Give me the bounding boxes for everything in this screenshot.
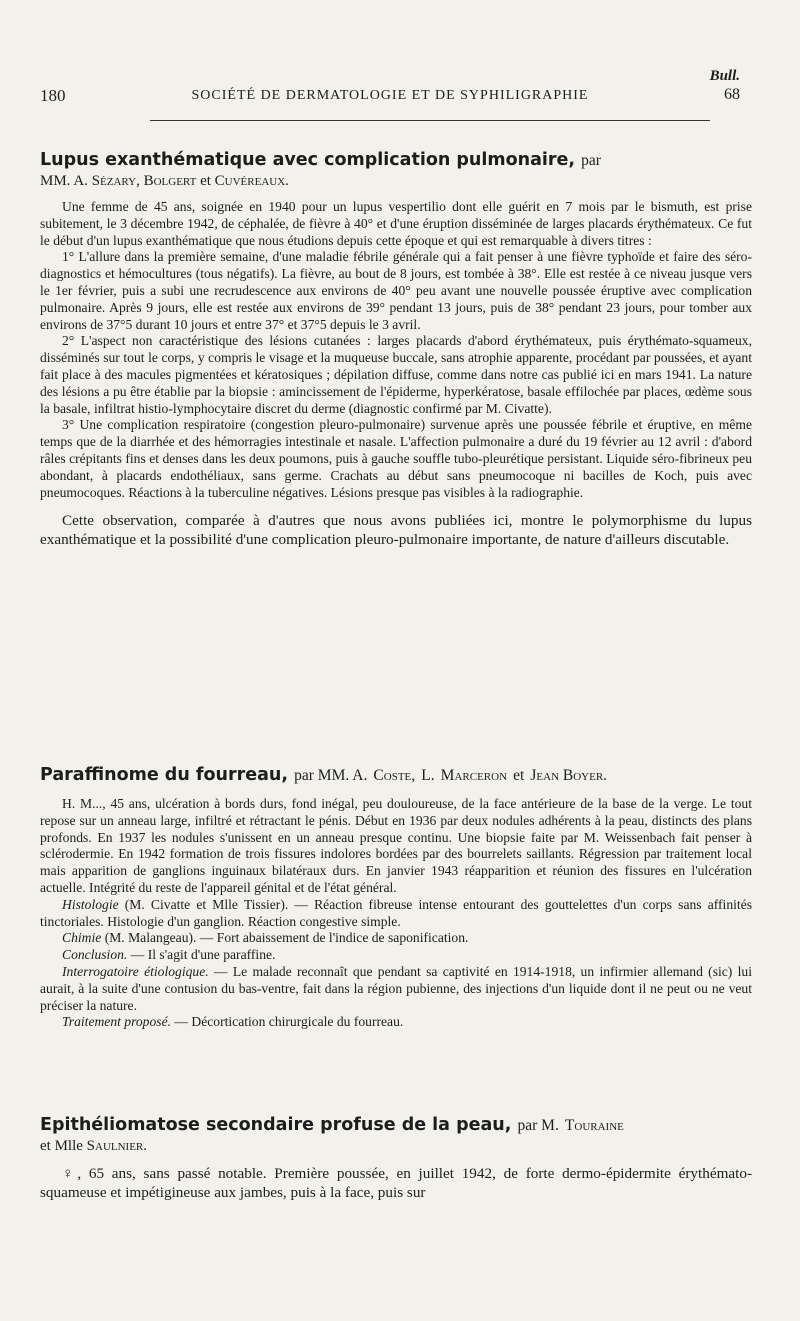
article-paraffinome <box>40 765 752 1031</box>
issue-number: 68 <box>724 86 740 103</box>
paragraph-conclusion <box>40 947 752 964</box>
section-text: (M. Malangeau). — Fort abaissement de l'indice de saponification. <box>104 930 469 946</box>
section-label: Chimie <box>62 930 102 946</box>
section-label: Conclusion. <box>62 947 128 963</box>
section-text: — Il s'agit d'une paraffine. <box>130 947 276 963</box>
author-name: Marceron <box>440 767 508 784</box>
paragraph-chemistry <box>40 930 752 947</box>
and-word: et <box>200 173 211 189</box>
author-name: Saulnier. <box>86 1138 148 1154</box>
author-name: Cuvéreaux. <box>214 173 289 189</box>
paragraph: ♀, 65 ans, sans passé notable. Première poussée, en juillet 1942, de forte dermo-épidermite érythémato-squameuse et impétigineuse aux jambes, puis à la face, puis sur <box>40 1165 752 1201</box>
section-text: (M. Civatte et Mlle Tissier). — Réaction fibreuse intense entourant des gouttelettes d'un corps sans affinités tinctoriales. Histologie d'un ganglion. Réaction congestive simple. <box>40 896 752 929</box>
article-title <box>40 765 752 786</box>
header-rule <box>150 120 710 121</box>
section-label: Traitement proposé. <box>62 1014 172 1030</box>
paragraph-interrogation <box>40 964 752 1014</box>
paragraph: Une femme de 45 ans, soignée en 1940 pour un lupus vespertilio dont elle guérit en 7 mois par le bismuth, est prise subitement, le 3 décembre 1942, de céphalée, de fièvre à 40° et d'une éruption disséminée de larges placards érythémateux. Ce fut le début d'un lupus exanthématique que nous étudions depuis cette époque et qui est remarquable à divers titres : <box>40 199 752 248</box>
paragraph: 2° L'aspect non caractéristique des lésions cutanées : larges placards d'abord érythémateux, puis érythémato-squameux, disséminés sur tout le corps, y compris le visage et la muqueuse buccale, sans atrophie apparente, procédant par poussées, et ayant fait place à des macules pigmentées et kératosiques ; dépilation diffuse, comme dans notre cas publié ici en mars 1941. La nature des lésions a pu être établie par la biopsie : amincissement de l'épiderme, hyperkératose, basale effilochée par places, œdème sous la basale, infiltrat histio-lymphocytaire discret du derme (diagnostic confirmé par M. Civatte). <box>40 333 752 416</box>
paragraph: H. M..., 45 ans, ulcération à bords durs, fond inégal, peu douloureuse, de la face antérieure de la base de la verge. Le tout repose sur un anneau large, infiltré et rétractant le pénis. Début en 1936 par deux nodules adhérents à la peau, distincts des plans profonds. En 1937 les nodules s'unissent en un anneau presque continu. Une biopsie faite par M. Weissenbach fait penser à sclérodermie. En 1942 formation de trois fissures indolores bordées par des bourrelets saillants. Régression par traitement local mais apparition de ganglions inguinaux bilatéraux durs. En janvier 1943 réapparition et réunion des fissures en l'ulcération actuelle. Intégrité du reste de l'appareil génital et de l'état général. <box>40 796 752 895</box>
page-number: 180 <box>40 86 66 105</box>
author-name: Coste, <box>373 767 416 784</box>
title-text: Epithéliomatose secondaire profuse de la peau, <box>40 1115 512 1135</box>
running-header <box>40 86 740 108</box>
paragraph-treatment <box>40 1014 752 1031</box>
title-text: Paraffinome du fourreau, <box>40 765 289 785</box>
section-text: — Le malade reconnaît que pendant sa captivité en 1914-1918, un infirmier allemand (sic) lui aurait, à la suite d'une contusion du bas-ventre, fait dans la région pubienne, des injections d'un liquide dont il ne peut ou ne veut préciser la nature. <box>40 963 752 1013</box>
article-title <box>40 1115 752 1136</box>
author-name: Sézary, <box>91 173 140 189</box>
article-authors <box>40 171 752 191</box>
author-name: Bolgert <box>143 173 197 189</box>
section-label: Histologie <box>62 896 119 912</box>
bull-label: Bull. <box>709 68 740 84</box>
journal-title: SOCIÉTÉ DE DERMATOLOGIE ET DE SYPHILIGRAPHIE <box>191 88 589 103</box>
article-lupus <box>40 150 752 549</box>
title-text: Lupus exanthématique avec complication pulmonaire, <box>40 150 576 170</box>
author-name: Touraine <box>564 1117 624 1134</box>
section-text: — Décortication chirurgicale du fourreau. <box>174 1014 404 1030</box>
section-label: Interrogatoire étiologique. <box>62 963 209 979</box>
article-authors <box>40 1136 752 1156</box>
paragraph-conclusion: Cette observation, comparée à d'autres que nous avons publiées ici, montre le polymorphisme du lupus exanthématique et la possibilité d'une complication pleuro-pulmonaire importante, de nature d'ailleurs discutable. <box>40 512 752 549</box>
author-name: Jean Boyer. <box>530 767 608 784</box>
author-initial: L. <box>421 767 435 784</box>
article-title <box>40 150 752 171</box>
and-word: et Mlle <box>40 1138 83 1154</box>
by-word: par MM. A. <box>294 767 368 784</box>
paragraph: 1° L'allure dans la première semaine, d'une maladie fébrile générale qui a fait penser à une fièvre typhoïde et faire des séro-diagnostics et hémocultures (tous négatifs). La fièvre, au bout de 8 jours, est tombée à 38°. Elle est restée à ce niveau jusque vers le 1er février, puis a subi une recrudescence aux environs de 40° peu avant une nouvelle poussée éruptive avec complication pulmonaire. Après 9 jours, elle est restée aux environs de 39° pendant 13 jours, puis de 38° pendant 23 jours, pour tomber aux environs de 37°5 durant 10 jours et entre 37° et 37°5 depuis le 3 avril. <box>40 249 752 332</box>
by-word: par <box>581 152 601 169</box>
paragraph-histology <box>40 897 752 931</box>
authors-prefix: MM. A. <box>40 173 88 189</box>
and-word: et <box>513 767 525 784</box>
paragraph: 3° Une complication respiratoire (congestion pleuro-pulmonaire) survenue après une poussée fébrile et éruptive, en même temps que de la diarrhée et des hémorragies intestinale et nasale. L'affection pulmonaire a duré du 19 février au 12 avril : d'abord râles crépitants fins et denses dans les deux poumons, puis à gauche souffle tubo-pleurétique persistant. Liquide séro-fibrineux peu abondant, à placards endothéliaux, sans germe. Crachats au début sans pneumocoque ni bacilles de Koch, puis avec pneumocoques. Réactions à la tuberculine négatives. Lésions presque pas visibles à la radiographie. <box>40 417 752 500</box>
article-epitheliomatose <box>40 1115 752 1202</box>
by-word: par M. <box>517 1117 559 1134</box>
